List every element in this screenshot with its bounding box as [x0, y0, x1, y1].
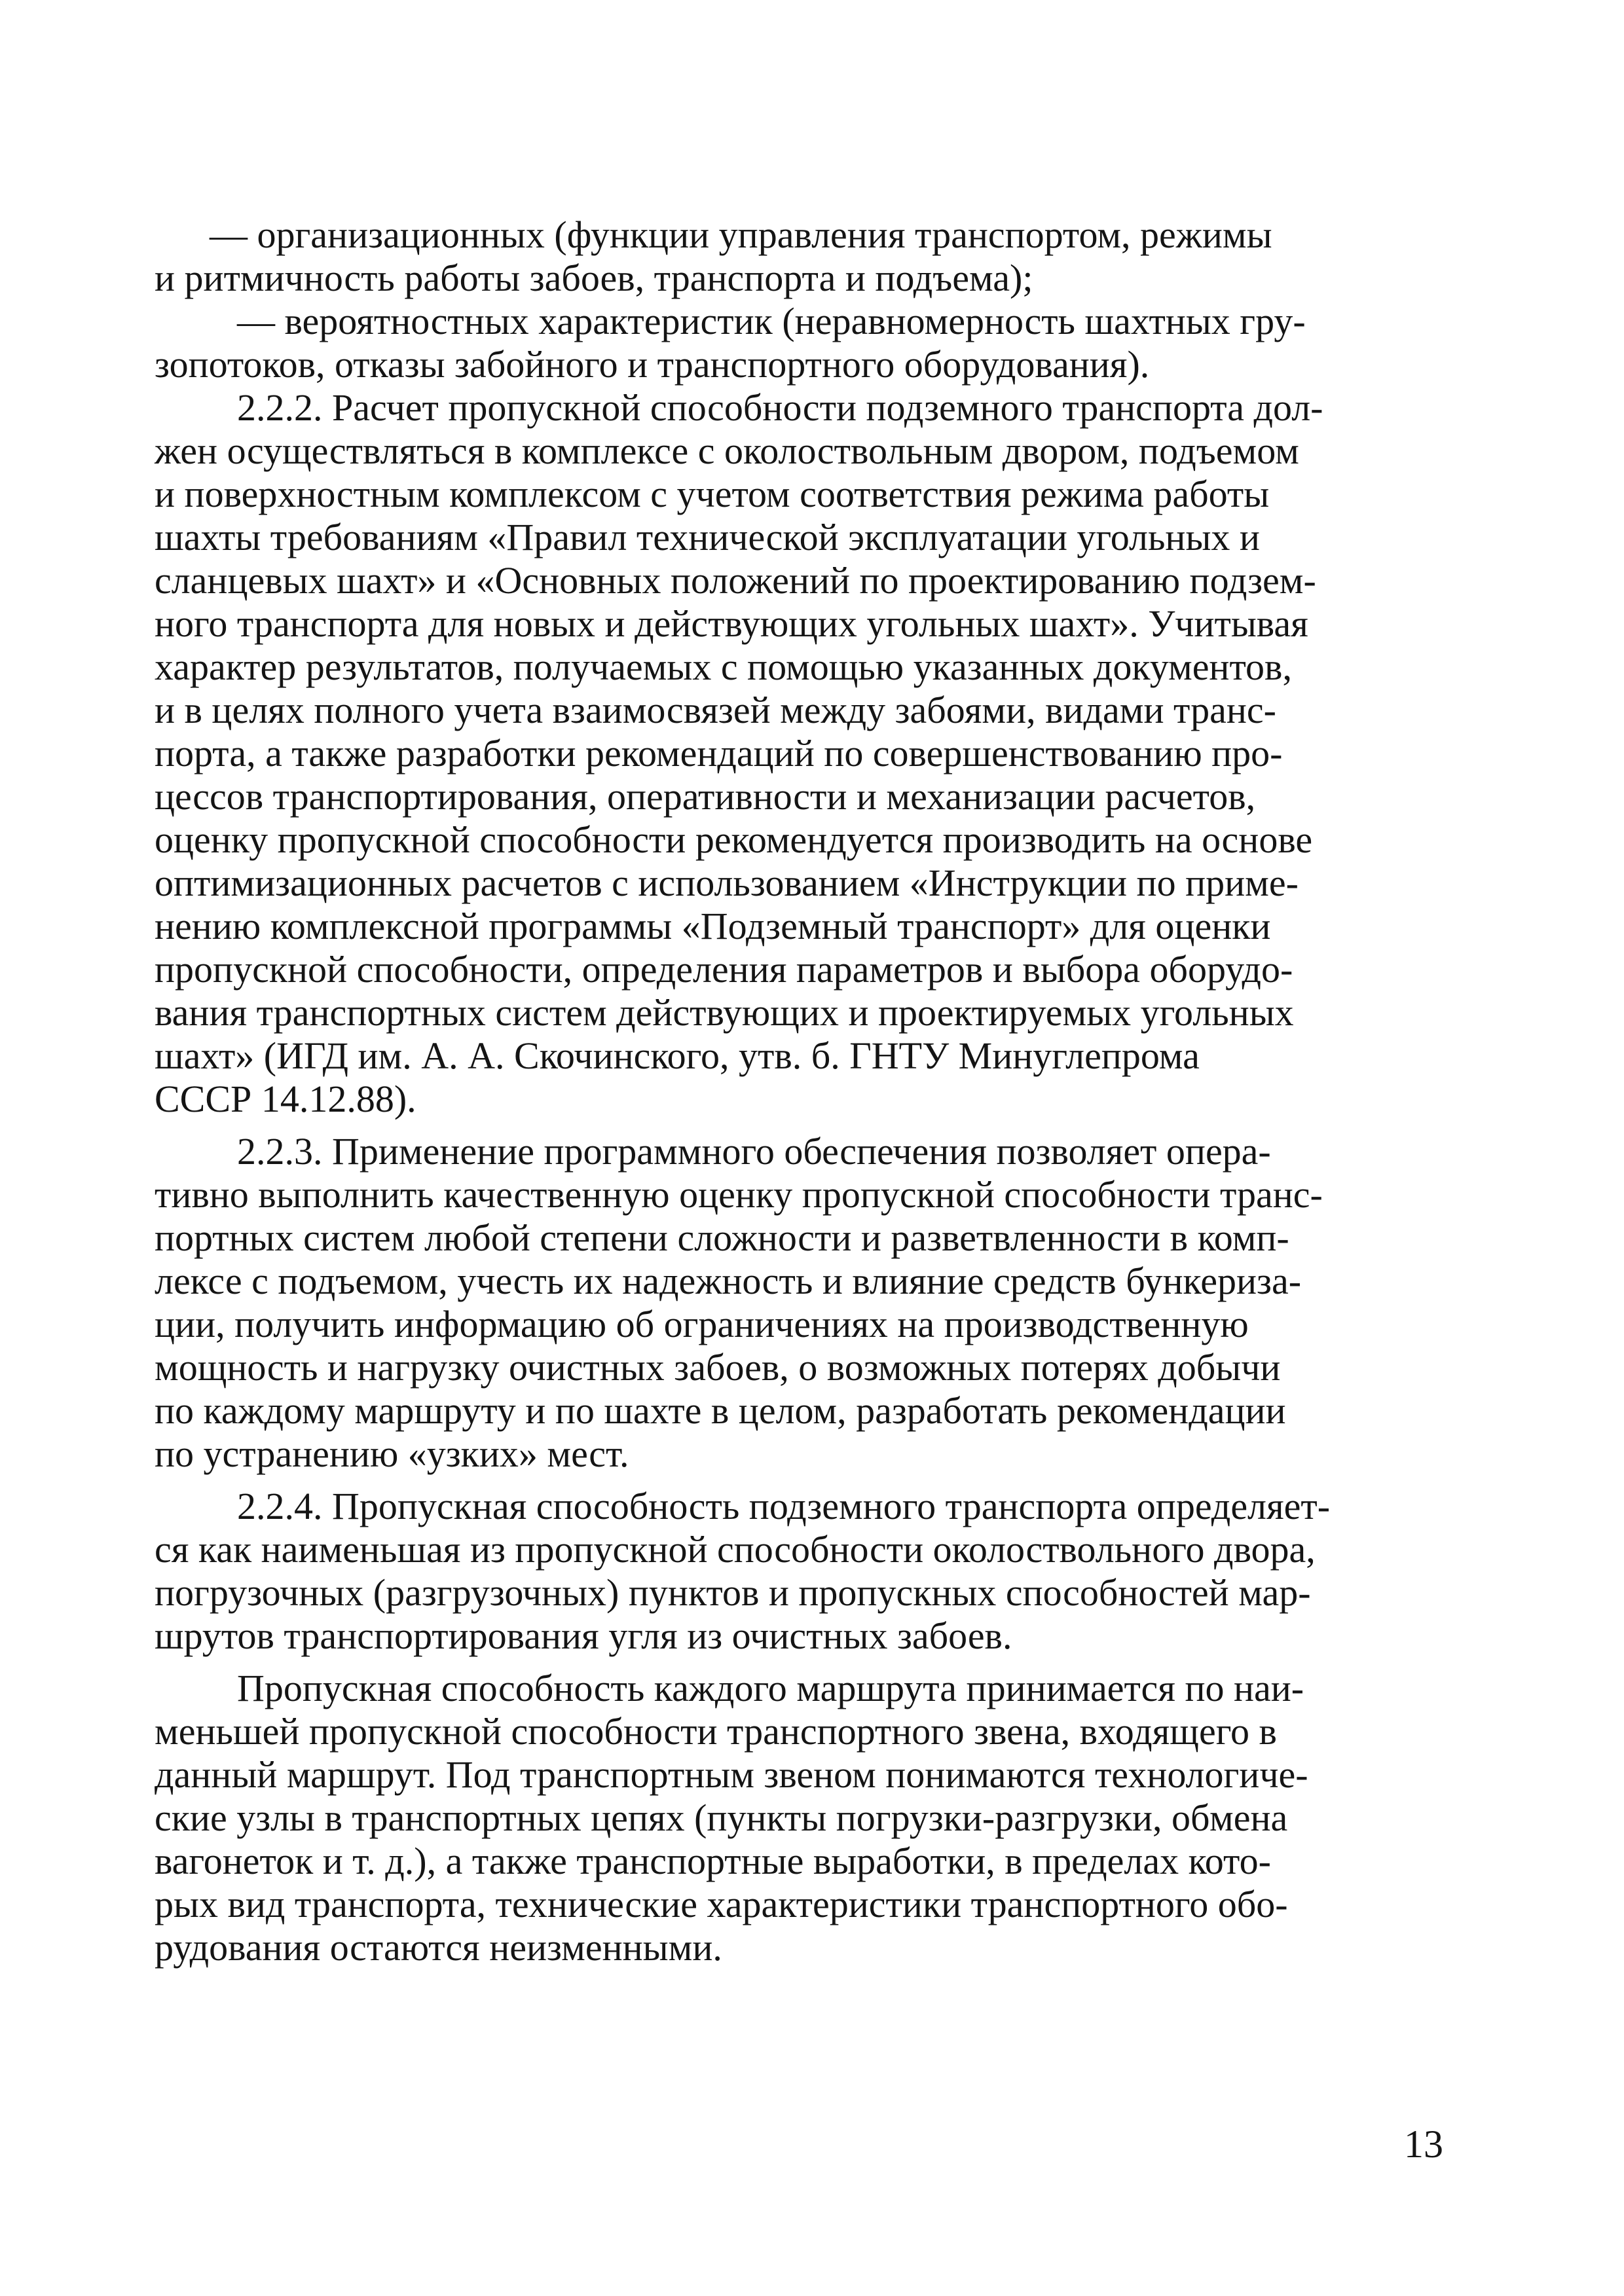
text-line: ся как наименьшая из пропускной способности околоствольного двора, — [155, 1528, 1316, 1571]
text-line: цессов транспортирования, оперативности и механизации расчетов, — [155, 775, 1256, 818]
text-line: СССР 14.12.88). — [155, 1078, 416, 1120]
text-line: по каждому маршруту и по шахте в целом, разработать рекомендации — [155, 1389, 1286, 1432]
text-line: шахты требованиям «Правил технической эксплуатации угольных и — [155, 516, 1260, 558]
text-line: вания транспортных систем действующих и проектируемых угольных — [155, 991, 1294, 1034]
text-line: нению комплексной программы «Подземный транспорт» для оценки — [155, 905, 1271, 947]
text-line: вагонеток и т. д.), а также транспортные выработки, в пределах кото- — [155, 1840, 1271, 1882]
text-line: портных систем любой степени сложности и разветвленности в комп- — [155, 1216, 1289, 1259]
text-line: данный маршрут. Под транспортным звеном понимаются технологиче- — [155, 1753, 1308, 1796]
text-line: и в целях полного учета взаимосвязей между забоями, видами транс- — [155, 689, 1276, 731]
text-line: и поверхностным комплексом с учетом соответствия режима работы — [155, 473, 1270, 515]
text-line: 2.2.4. Пропускная способность подземного транспорта определяет- — [237, 1485, 1331, 1527]
paragraph-2-2-3 — [155, 1130, 1442, 1476]
text-line: погрузочных (разгрузочных) пунктов и пропускных способностей мар- — [155, 1571, 1311, 1614]
paragraph-probabilistic — [155, 300, 1442, 386]
text-line: 2.2.3. Применение программного обеспечения позволяет опера- — [237, 1130, 1271, 1173]
paragraph-organizational — [155, 213, 1442, 300]
text-line: ские узлы в транспортных цепях (пункты погрузки-разгрузки, обмена — [155, 1796, 1288, 1839]
text-line: — организационных (функции управления транспортом, режимы — [210, 213, 1272, 256]
paragraph-2-2-4 — [155, 1485, 1442, 1658]
text-line: тивно выполнить качественную оценку пропускной способности транс- — [155, 1173, 1323, 1216]
text-line: шахт» (ИГД им. А. А. Скочинского, утв. б. ГНТУ Минуглепрома — [155, 1034, 1200, 1077]
text-line: зопотоков, отказы забойного и транспортного оборудования). — [155, 343, 1150, 386]
text-line: порта, а также разработки рекомендаций по совершенствованию про- — [155, 732, 1283, 774]
text-line: оценку пропускной способности рекомендуется производить на основе — [155, 818, 1313, 861]
text-line: ного транспорта для новых и действующих угольных шахт». Учитывая — [155, 602, 1308, 645]
text-line: по устранению «узких» мест. — [155, 1432, 629, 1475]
text-line: мощность и нагрузку очистных забоев, о возможных потерях добычи — [155, 1346, 1281, 1389]
text-line: — вероятностных характеристик (неравномерность шахтных гру- — [237, 300, 1306, 342]
paragraph-route-capacity — [155, 1667, 1442, 1969]
text-line: меньшей пропускной способности транспортного звена, входящего в — [155, 1710, 1277, 1753]
text-line: лексе с подъемом, учесть их надежность и влияние средств бункериза- — [155, 1260, 1302, 1302]
text-line: ции, получить информацию об ограничениях на производственную — [155, 1303, 1249, 1345]
text-line: сланцевых шахт» и «Основных положений по проектированию подзем- — [155, 559, 1316, 602]
body-text — [155, 213, 1442, 1969]
text-line: шрутов транспортирования угля из очистных забоев. — [155, 1614, 1012, 1657]
text-line: и ритмичность работы забоев, транспорта и подъема); — [155, 257, 1033, 299]
text-line: характер результатов, получаемых с помощью указанных документов, — [155, 646, 1292, 688]
text-line: рых вид транспорта, технические характеристики транспортного обо- — [155, 1883, 1288, 1925]
text-line: рудования остаются неизменными. — [155, 1926, 722, 1969]
text-line: жен осуществляться в комплексе с околоствольным двором, подъемом — [155, 429, 1299, 472]
text-line: пропускной способности, определения параметров и выбора оборудо- — [155, 948, 1293, 991]
page-number: 13 — [1404, 2123, 1443, 2166]
text-line: оптимизационных расчетов с использованием «Инструкции по приме- — [155, 862, 1299, 904]
paragraph-2-2-2 — [155, 386, 1442, 1121]
text-line: 2.2.2. Расчет пропускной способности подземного транспорта дол- — [237, 386, 1323, 429]
text-line: Пропускная способность каждого маршрута принимается по наи- — [237, 1667, 1304, 1709]
